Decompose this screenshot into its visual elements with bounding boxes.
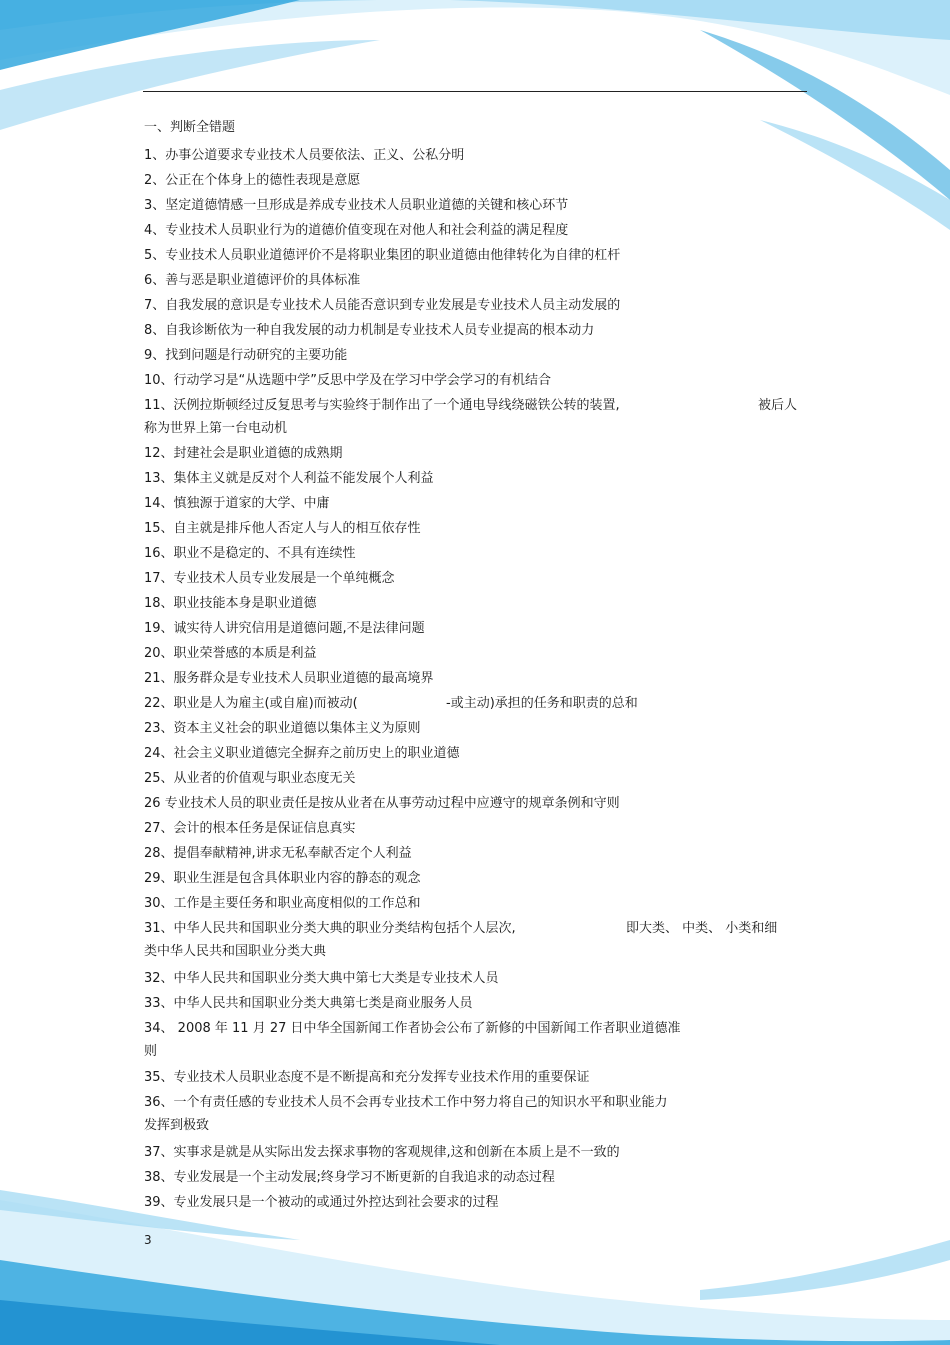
question-text-continuation: 类中华人民共和国职业分类大典 bbox=[144, 944, 327, 959]
question-item bbox=[144, 345, 347, 367]
question-text: 11、沃例拉斯顿经过反复思考与实验终于制作出了一个通电导线绕磁铁公转的装置, bbox=[144, 398, 620, 413]
question-item bbox=[144, 1142, 620, 1164]
question-text: 15、自主就是排斥他人否定人与人的相互依存性 bbox=[144, 521, 421, 536]
question-text: 6、善与恶是职业道德评价的具体标准 bbox=[144, 273, 361, 288]
question-text: 26 专业技术人员的职业责任是按从业者在从事劳动过程中应遵守的规章条例和守则 bbox=[144, 796, 620, 811]
question-text: 12、封建社会是职业道德的成熟期 bbox=[144, 446, 343, 461]
question-item bbox=[144, 1067, 590, 1089]
question-item bbox=[144, 593, 317, 615]
question-item bbox=[144, 468, 434, 490]
question-text-tail: -或主动)承担的任务和职责的总和 bbox=[446, 696, 638, 711]
question-text: 27、会计的根本任务是保证信息真实 bbox=[144, 821, 356, 836]
question-item bbox=[144, 543, 356, 565]
section-heading: 一、判断全错题 bbox=[144, 120, 236, 135]
question-text-tail: 被后人 bbox=[758, 398, 798, 413]
question-text: 33、中华人民共和国职业分类大典第七类是商业服务人员 bbox=[144, 996, 473, 1011]
question-text: 34、 2008 年 11 月 27 日中华全国新闻工作者协会公布了新修的中国新闻工作者职业道德准 bbox=[144, 1021, 681, 1036]
question-item bbox=[144, 568, 395, 590]
question-text: 38、专业发展是一个主动发展;终身学习不断更新的自我追求的动态过程 bbox=[144, 1170, 555, 1185]
question-item bbox=[144, 370, 551, 392]
question-text: 16、职业不是稳定的、不具有连续性 bbox=[144, 546, 356, 561]
question-item bbox=[144, 768, 356, 790]
question-text: 37、实事求是就是从实际出发去探求事物的客观规律,这和创新在本质上是不一致的 bbox=[144, 1145, 620, 1160]
question-item bbox=[144, 395, 798, 417]
question-text: 8、自我诊断依为一种自我发展的动力机制是专业技术人员专业提高的根本动力 bbox=[144, 323, 595, 338]
question-item bbox=[144, 170, 360, 192]
question-text: 39、专业发展只是一个被动的或通过外控达到社会要求的过程 bbox=[144, 1195, 499, 1210]
question-text: 17、专业技术人员专业发展是一个单纯概念 bbox=[144, 571, 395, 586]
question-text: 30、工作是主要任务和职业高度相似的工作总和 bbox=[144, 896, 421, 911]
question-item bbox=[144, 843, 412, 865]
question-text: 10、行动学习是“从选题中学”反思中学及在学习中学会学习的有机结合 bbox=[144, 373, 552, 388]
question-text: 2、公正在个体身上的德性表现是意愿 bbox=[144, 173, 361, 188]
question-text: 7、自我发展的意识是专业技术人员能否意识到专业发展是专业技术人员主动发展的 bbox=[144, 298, 621, 313]
question-text: 19、诚实待人讲究信用是道德问题,不是法律问题 bbox=[144, 621, 425, 636]
question-text: 4、专业技术人员职业行为的道德价值变现在对他人和社会利益的满足程度 bbox=[144, 223, 569, 238]
question-item bbox=[144, 1018, 681, 1040]
question-text: 31、中华人民共和国职业分类大典的职业分类结构包括个人层次, bbox=[144, 921, 516, 936]
question-item bbox=[144, 295, 620, 317]
question-item bbox=[144, 918, 778, 940]
question-text-tail: 即大类、 中类、 小类和细 bbox=[626, 921, 778, 936]
question-item bbox=[144, 1092, 668, 1114]
question-item bbox=[144, 195, 568, 217]
question-item bbox=[144, 868, 421, 890]
question-text: 13、集体主义就是反对个人利益不能发展个人利益 bbox=[144, 471, 434, 486]
question-text: 5、专业技术人员职业道德评价不是将职业集团的职业道德由他律转化为自律的杠杆 bbox=[144, 248, 621, 263]
question-item bbox=[144, 1167, 555, 1189]
question-item bbox=[144, 220, 568, 242]
question-item bbox=[144, 145, 464, 167]
question-item bbox=[144, 443, 343, 465]
question-text: 25、从业者的价值观与职业态度无关 bbox=[144, 771, 356, 786]
question-item bbox=[144, 320, 594, 342]
question-item bbox=[144, 993, 473, 1015]
question-text: 22、职业是人为雇主(或自雇)而被动( bbox=[144, 696, 358, 711]
question-text: 9、找到问题是行动研究的主要功能 bbox=[144, 348, 348, 363]
question-text: 36、一个有责任感的专业技术人员不会再专业技术工作中努力将自己的知识水平和职业能力 bbox=[144, 1095, 668, 1110]
question-item bbox=[144, 818, 356, 840]
question-item bbox=[144, 743, 460, 765]
question-item bbox=[144, 693, 638, 715]
header-rule bbox=[143, 91, 807, 92]
question-text-continuation: 发挥到极致 bbox=[144, 1118, 210, 1133]
question-text: 28、提倡奉献精神,讲求无私奉献否定个人利益 bbox=[144, 846, 412, 861]
question-item bbox=[144, 518, 421, 540]
question-text: 3、坚定道德情感一旦形成是养成专业技术人员职业道德的关键和核心环节 bbox=[144, 198, 569, 213]
question-text: 21、服务群众是专业技术人员职业道德的最高境界 bbox=[144, 671, 434, 686]
question-item bbox=[144, 968, 499, 990]
question-item bbox=[144, 718, 421, 740]
question-text: 1、办事公道要求专业技术人员要依法、正义、公私分明 bbox=[144, 148, 465, 163]
page-number: 3 bbox=[144, 1233, 152, 1247]
question-item bbox=[144, 245, 620, 267]
question-text: 23、资本主义社会的职业道德以集体主义为原则 bbox=[144, 721, 421, 736]
question-text: 24、社会主义职业道德完全摒弃之前历史上的职业道德 bbox=[144, 746, 460, 761]
question-item bbox=[144, 643, 317, 665]
question-text: 29、职业生涯是包含具体职业内容的静态的观念 bbox=[144, 871, 421, 886]
question-text: 18、职业技能本身是职业道德 bbox=[144, 596, 317, 611]
question-text: 35、专业技术人员职业态度不是不断提高和充分发挥专业技术作用的重要保证 bbox=[144, 1070, 590, 1085]
question-text: 32、中华人民共和国职业分类大典中第七大类是专业技术人员 bbox=[144, 971, 499, 986]
question-text-continuation: 称为世界上第一台电动机 bbox=[144, 421, 288, 436]
question-text: 14、慎独源于道家的大学、中庸 bbox=[144, 496, 330, 511]
question-item bbox=[144, 270, 360, 292]
question-text: 20、职业荣誉感的本质是利益 bbox=[144, 646, 317, 661]
question-text-continuation: 则 bbox=[144, 1044, 158, 1059]
question-item bbox=[144, 893, 421, 915]
question-item bbox=[144, 1192, 499, 1214]
question-item bbox=[144, 793, 620, 815]
question-item bbox=[144, 668, 434, 690]
question-item bbox=[144, 493, 330, 515]
question-item bbox=[144, 618, 425, 640]
